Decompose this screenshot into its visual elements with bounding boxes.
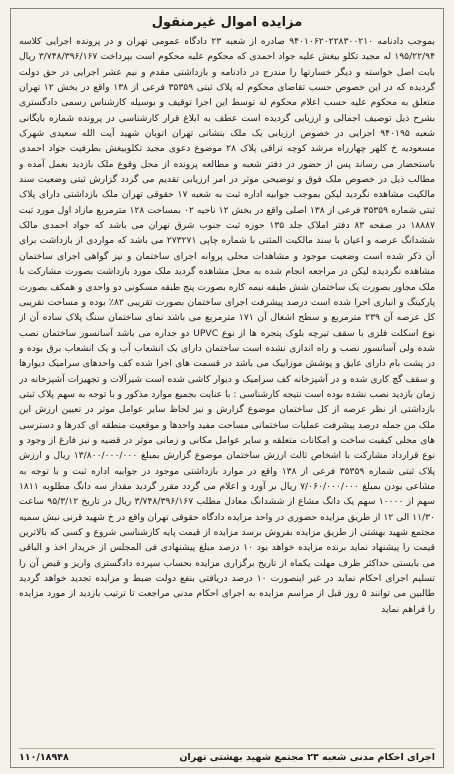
notice-title: مزایده اموال غیرمنقول [151,15,303,30]
notice-code: ۱۱۰/۱۸۹۴۸ [19,752,69,763]
notice-signature: اجرای احکام مدنی شعبه ۲۳ مجتمع شهید بهشتی تهران [179,752,435,763]
notice-footer [19,748,435,763]
notice-body: بموجب دادنامه ۹۴۰۱۰۶۲۰۲۲۸۳۰۰۲۱۰ صادره از شعبه ۲۳ دادگاه عمومی تهران و در پرونده اجرایی کلاسه ۱۹۵/۲۲/۹۴ له مجید تکلو بیغش علیه جواد احمدی که محکوم علیه محکوم است بپرداخت ۳/۷۴۸/۳۹۶/۱۶۷ ریال بابت اصل خواسته و دیگر خسارتها را مندرج در دادنامه و بازداشتی مقدم و نیم عشر اجرایی در حق دولت گردیده که در این خصوص حسب تقاضای محکوم له پلاک ثبتی ۳۵۳۵۹ فرعی از ۱۳۸ واقع در بخش ۱۲ تهران متعلق به محکوم علیه حسب اعلام محکوم له توسط این اجرا توقیف و بوسیله کارشناس رسمی دادگستری بشرح ذیل توصیف اجمالی و ارزیابی گردیده است عطف به ابلاغ قرار کارشناسی در پرونده شماره بایگانی شعبه ۹۴۰۱۹۵ اجرایی در خصوص ارزیابی یک ملک بنشانی تهران اتوبان شهید آیت الله سعیدی شهرک مسعودیه خ کلهر چهارراه مرشد کوچه تراقی پلاک ۲۸ موضوع دعوی مجید تکلوبیغش بطرفیت جواد احمدی باستحضار می رساند پس از حضور در دفتر شعبه و مطالعه پرونده از محل وقوع ملک بازدید بعمل آمده و مطالب ذیل در خصوص ملک فوق و توضیحی موثر در امر ارزیابی تقدیم می گردد گزارش ثبتی وضعیت سند مالکیت مشاهده نگردید لیکن بموجب جوابیه اداره ثبت به شعبه ۱۷ حقوقی تهران ملک بازداشتی دارای پلاک ثبتی شماره ۳۵۳۵۹ فرعی از ۱۳۸ اصلی واقع در بخش ۱۲ ناحیه ۰۲ بمساحت ۱۲۸ مترمربع مازاد اول مورد ثبت ۱۸۸۸۷ در صفحه ۸۳ دفتر املاک جلد ۱۳۵ حوزه ثبت جنوب شرق تهران می باشد که جواد احمدی مالک ششدانگ عرصه و اعیان با سند مالکیت المثنی با شماره چاپی ۲۷۳۲۷۱ می باشد که مواردی از بازداشت برای آن ذکر شده است وضعیت موجود و مشاهدات محلی پروانه اجرای ساختمان و نیز گواهی اجرای ساختمان مشاهده نگردیده لیکن در مراجعه انجام شده به محل مشاهده گردید ملک مورد بازداشت بصورت مشارکت با ملک مجاور بصورت یک ساختمان شش طبقه نیمه کاره بصورت پنج طبقه مسکونی دو واحدی و همکف بصورت پارکینگ و انباری اجرا شده است درصد پیشرفت اجرای ساختمان بصورت تقریبی ۸۲٪ بوده و مساحت تقریبی کل عرصه آن ۲۳۹ مترمربع و سطح اشغال آن ۱۷۱ مترمربع می باشد نمای ساختمان سنگ پلاک ساده آن از نوع اسکلت فلزی با سقف تیرچه بلوک پنجره ها از نوع UPVC دو جداره می باشد آسانسور ساختمان نصب شده ولی آسانسور نصب و راه اندازی نشده است ساختمان دارای یک انشعاب آب و یک انشعاب برق بوده و در پشت بام دارای عایق و پوشش موزاییک می باشد در قسمت های اجرا شده کف واحدهای سرامیک دیوارها و سقف گچ کاری شده و در آشپزخانه کف سرامیک و دیوار کاشی شده است شیرآلات و تجهیزات آشپزخانه در زمان بازدید نصب نشده بوده است نتیجه کارشناسی : با عنایت بجمیع موارد مذکور و با توجه به سهم پلاک ثبتی بازداشتی از نظر عرصه از کل ساختمان موضوع گزارش و نیز لحاظ سایر عوامل موثر در تعیین ارزش این ملک من جمله درصد پیشرفت عملیات ساختمانی مساحت مفید واحدها و موقعیت منطقه ای کدرها و دسترسی های محلی کیفیت ساخت و امکانات متعلقه و سایر عوامل مکانی و زمانی موثر در قضیه و نیز فارغ از وجود و نوع قرارداد مشارکت با اشخاص ثالث ارزش ساختمان موضوع گزارش بمبلغ ۱۳/۸۰۰/۰۰۰/۰۰۰ ریال و ارزش پلاک ثبتی شماره ۳۵۳۵۹ فرعی از ۱۳۸ واقع در موارد بازداشتی موجود در جوابیه اداره ثبت و با توجه به مشاعی بودن بمبلغ ۷/۰۶۰/۰۰۰/۰۰۰ ریال بر آورد و اعلام می گردد مقرر گردید مقدار سه دانگ مطلوبه ۱۸۱۱ سهم از ۱۰۰۰۰ سهم یک دانگ مشاع از ششدانگ معادل مطلب ۳/۷۴۸/۳۹۶/۱۶۷ ریال در تاریخ ۹۵/۳/۱۲ ساعت ۱۱/۳۰ الی ۱۲ از طریق مزایده حضوری در واحد مزایده دادگاه حقوقی تهران واقع در خ شهید قرنی نبش سمیه مجتمع شهید بهشتی از طریق مزایده بفروش برسد مزایده از قیمت پایه کارشناسی شروع و کسی که بالاترین قیمت را پیشنهاد نماید برنده مزایده خواهد بود ۱۰ درصد مبلغ پیشنهادی فی المجلس از خریدار اخذ و الباقی می بایستی حداکثر ظرف مهلت یکماه از تاریخ برگزاری مزایده بحساب سپرده دادگستری واریز و قبض آن را تسلیم اجرای احکام نماید در غیر اینصورت ۱۰ درصد دریافتی بنفع دولت ضبط و مزایده تجدید خواهد گردید طالبین می توانند ۵ روز قبل از مراسم مزایده به اجرای احکام مدنی مراجعت تا ترتیب بازدید از مورد مزایده را فراهم نماید [19,36,435,615]
notice-frame [10,8,444,768]
